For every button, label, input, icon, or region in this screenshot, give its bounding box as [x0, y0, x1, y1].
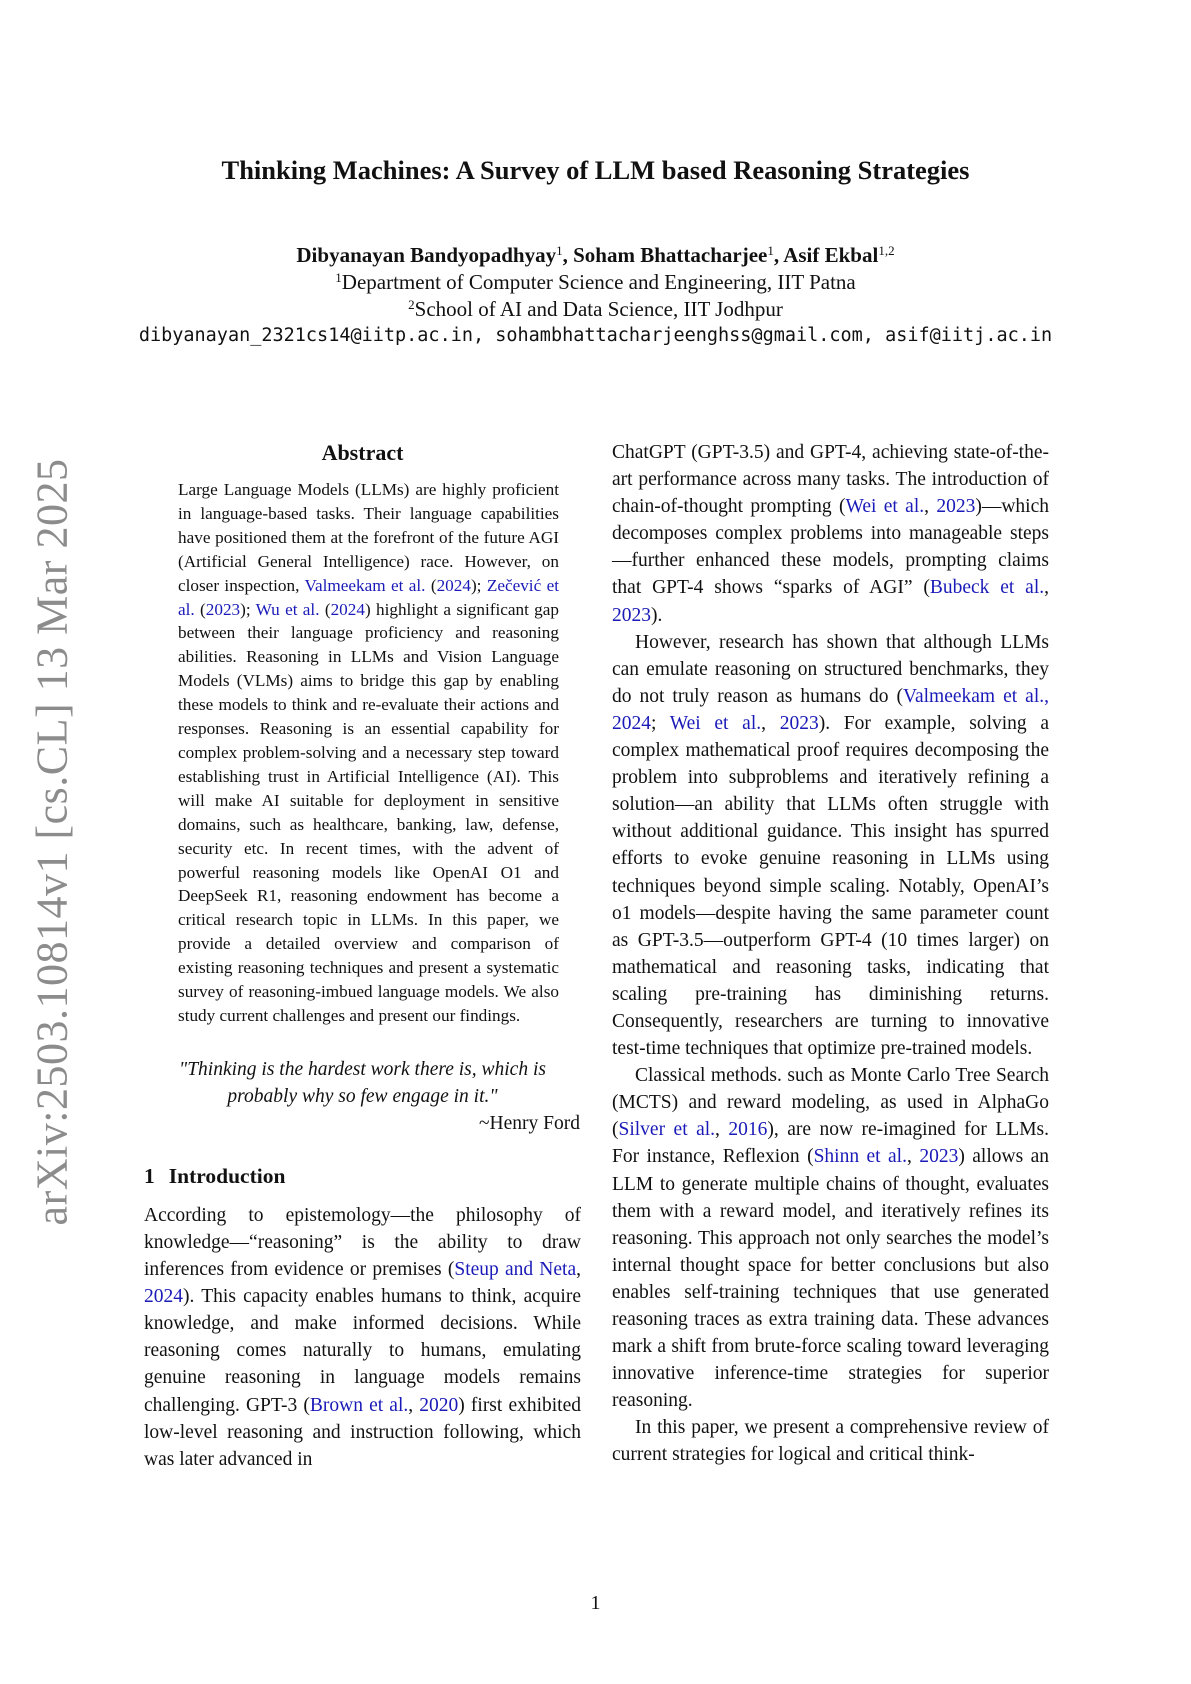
affiliation [0, 270, 1191, 295]
citation-year-link[interactable]: 2024 [144, 1286, 183, 1308]
author-list: Dibyanayan Bandyopadhyay$^1$, Soham Bhattacharjee$^1$, Asif Ekbal$^{1,2}$ [296, 242, 895, 267]
citation-year-link[interactable]: 2020 [419, 1394, 459, 1416]
author-affiliation-mark: 1 [556, 242, 563, 258]
citation-link[interactable]: Valmeekam et al., 2024 [612, 685, 1049, 734]
citation-year-link[interactable]: 2023 [919, 1146, 959, 1168]
author-name: Soham Bhattacharjee [573, 243, 768, 267]
section-title: Introduction [168, 1163, 286, 1188]
author-name: Asif Ekbal [783, 243, 879, 267]
citation-link[interactable]: Valmeekam et al. [304, 575, 426, 595]
citation-link[interactable]: Brown et al. [309, 1394, 409, 1416]
intro-paragraph-continued: ChatGPT (GPT-3.5) and GPT-4, achieving state-of-the-art performance across many tasks. The introduction of chain-of-thought prompting (Wei et al., 2023)—which decomposes complex problems into manageable steps—further enhanced these models, prompting claims that GPT-4 shows “sparks of AGI” (Bubeck et al., 2023). [612, 442, 1050, 626]
citation-year-link[interactable]: 2024 [436, 575, 471, 595]
abstract-heading: Abstract [321, 440, 404, 465]
page-number: 1 [590, 1592, 601, 1614]
paper-title: Thinking Machines: A Survey of LLM based Reasoning Strategies [221, 155, 970, 185]
affiliation-mark: 1 [335, 269, 342, 285]
left-column [144, 440, 581, 1473]
citation-link[interactable]: Steup and Neta [454, 1259, 577, 1281]
citation-link[interactable]: Silver et al. [618, 1119, 716, 1141]
affiliation-text: Department of Computer Science and Engineering, IIT Patna [341, 270, 856, 294]
citation-year-link[interactable]: 2016 [728, 1119, 768, 1141]
affiliation-mark: 2 [408, 296, 415, 312]
citation-link[interactable]: Wei et al. [845, 496, 925, 518]
citation-year-link[interactable]: 2024 [330, 599, 365, 619]
citation-year-link[interactable]: 2023 [779, 712, 819, 734]
citation-year-link[interactable]: 2023 [205, 599, 241, 619]
abstract-body: Large Language Models (LLMs) are highly proficient in language-based tasks. Their language capabilities have positioned them at the forefront of the future AGI (Artificial General Intelligence) race. However, on closer inspection, Valmeekam et al. (2024); Zečević et al. (2023); Wu et al. (2024) highlight a significant gap between their language proficiency and reasoning abilities. Reasoning in LLMs and Vision Language Models (VLMs) aims to bridge this gap by enabling these models to think and re-evaluate their actions and responses. Reasoning is an essential capability for complex problem-solving and a necessary step toward establishing trust in Artificial Intelligence (AI). This will make AI suitable for deployment in sensitive domains, such as healthcare, banking, law, defense, security etc. In recent times, with the advent of powerful reasoning models like OpenAI O1 and DeepSeek R1, reasoning endowment has become a critical research topic in LLMs. In this paper, we provide a detailed overview and comparison of existing reasoning techniques and present a systematic survey of reasoning-imbued language models. We also study current challenges and present our findings. [178, 480, 559, 1025]
affiliation [0, 297, 1191, 322]
section-number: 1 [144, 1163, 155, 1188]
intro-paragraph: Classical methods. such as Monte Carlo Tree Search (MCTS) and reward modeling, as used in AlphaGo (Silver et al., 2016), are now re-imagined for LLMs. For instance, Reflexion (Shinn et al., 2023) allows an LLM to generate multiple chains of thought, evaluates them with a reward model, and iteratively refines its reasoning. This approach not only searches the model’s internal thought space for better conclusions but also enables self-training techniques that use generated reasoning traces as extra training data. These advances mark a shift from brute-force scaling toward leveraging innovative inference-time strategies for superior reasoning. [612, 1065, 1050, 1412]
author-name: Dibyanayan Bandyopadhyay [296, 243, 557, 267]
arxiv-identifier-stamp: arXiv:2503.10814v1 [cs.CL] 13 Mar 2025 [27, 458, 77, 1226]
epigraph-author: ~Henry Ford [479, 1112, 580, 1134]
citation-link[interactable]: Zečević et al. [178, 575, 559, 619]
citation-year-link[interactable]: 2023 [936, 496, 976, 518]
citation-link[interactable]: Bubeck et al. [929, 577, 1045, 599]
epigraph-quote: "Thinking is the hardest work there is, which is probably why so few engage in it." [179, 1058, 546, 1107]
section-heading [144, 1164, 581, 1189]
citation-year-link[interactable]: 2023 [612, 604, 651, 626]
citation-link[interactable]: Shinn et al. [813, 1146, 907, 1168]
affiliation-text: School of AI and Data Science, IIT Jodhpur [414, 297, 783, 321]
intro-paragraph: However, research has shown that although LLMs can emulate reasoning on structured benchmarks, they do not truly reason as humans do (Valmeekam et al., 2024; Wei et al., 2023). For example, solving a complex mathematical proof requires decomposing the problem into subproblems and iteratively refining a solution—an ability that LLMs often struggle with without additional guidance. This insight has spurred efforts to evoke genuine reasoning in LLMs using techniques beyond simple scaling. Notably, OpenAI’s o1 models—despite having the same parameter count as GPT-3.5—outperform GPT-4 (10 times larger) on mathematical and reasoning tasks, indicating that scaling pre-training has diminishing returns. Consequently, researchers are turning to innovative test-time techniques that optimize pre-trained models. [612, 631, 1050, 1060]
intro-paragraph: In this paper, we present a comprehensive review of current strategies for logical and critical think- [612, 1417, 1049, 1466]
right-column [612, 439, 1049, 1469]
author-emails: dibyanayan_2321cs14@iitp.ac.in, sohambhattacharjeenghss@gmail.com, asif@iitj.ac.in [138, 325, 1053, 346]
citation-link[interactable]: Wei et al. [669, 712, 762, 734]
intro-paragraph: According to epistemology—the philosophy of knowledge—“reasoning” is the ability to draw inferences from evidence or premises (Steup and Neta, 2024). This capacity enables humans to think, acquire knowledge, and make informed decisions. While reasoning comes naturally to humans, emulating genuine reasoning in language models remains challenging. GPT-3 (Brown et al., 2020) first exhibited low-level reasoning and instruction following, which was later advanced in [144, 1204, 582, 1470]
author-affiliation-mark: 1,2 [878, 242, 895, 258]
author-affiliation-mark: 1 [767, 242, 774, 258]
citation-link[interactable]: Wu et al. [255, 599, 320, 619]
